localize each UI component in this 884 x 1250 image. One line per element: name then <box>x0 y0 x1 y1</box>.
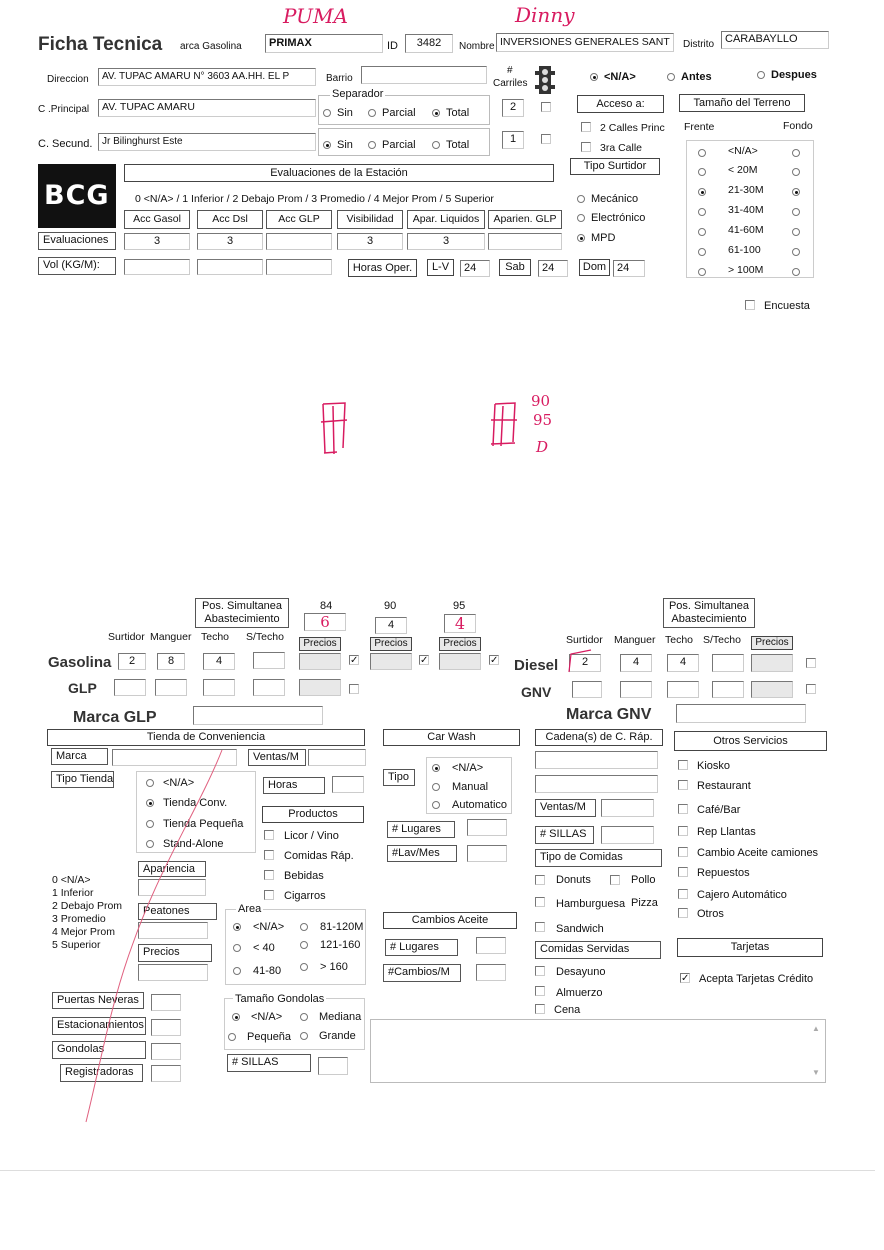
radio-mpd[interactable] <box>577 232 615 245</box>
cadena-sillas-label: # SILLAS <box>535 826 594 844</box>
gas-90-check[interactable]: ✓ <box>420 655 429 666</box>
otros-option-label: Restaurant <box>697 780 751 792</box>
car-wash-option-label: Automatico <box>452 799 508 811</box>
precios-diesel-button[interactable]: Precios <box>751 636 793 650</box>
terreno-option-label: > 100M <box>728 264 764 276</box>
puertas-neveras-label: Puertas Neveras <box>52 992 144 1009</box>
c-secund-label: C. Secund. <box>38 138 93 150</box>
car-wash-lugares-field[interactable] <box>467 819 507 836</box>
carriles-principal-field[interactable]: 2 <box>502 99 524 117</box>
cambios-mes-label: #Cambios/M <box>383 964 461 982</box>
evaluaciones-scale: 0 <N/A> / 1 Inferior / 2 Debajo Prom / 3 Promedio / 4 Mejor Prom / 5 Superior <box>135 193 494 205</box>
area-option-label: <N/A> <box>253 921 285 933</box>
otros-check-6[interactable] <box>678 889 688 899</box>
handwritten-note-d: D <box>536 438 549 456</box>
precios-95-button[interactable]: Precios <box>439 637 481 651</box>
tipo-surtidor-button[interactable]: Tipo Surtidor <box>570 158 660 175</box>
marca-glp-label: Marca GLP <box>73 709 157 726</box>
tienda-sillas-field[interactable] <box>318 1057 348 1075</box>
terreno-option-label: 31-40M <box>728 204 764 216</box>
otros-servicios-title: Otros Servicios <box>674 731 827 751</box>
gas-techo-field[interactable]: 4 <box>203 653 235 670</box>
acceso-button[interactable]: Acceso a: <box>577 95 664 113</box>
distrito-field[interactable]: CARABAYLLO <box>721 31 829 49</box>
radio-total-label: Total <box>446 107 470 119</box>
gnv-surtidor-field[interactable] <box>572 681 602 698</box>
glp-techo-field[interactable] <box>203 679 235 696</box>
c-principal-field[interactable]: AV. TUPAC AMARU <box>98 99 316 117</box>
producto-check-2[interactable] <box>264 870 274 880</box>
cadena-title: Cadena(s) de C. Ráp. <box>535 729 663 746</box>
diesel-precio-field[interactable] <box>751 654 793 672</box>
pos-simultanea-left <box>195 598 289 628</box>
car-wash-option-label: <N/A> <box>452 762 484 774</box>
terreno-option-label: 41-60M <box>728 224 764 236</box>
horas-field[interactable] <box>332 776 364 793</box>
glp-s-techo-field[interactable] <box>253 679 285 696</box>
terreno-frente-radio-1[interactable] <box>698 166 712 179</box>
dom-label: Dom <box>579 259 610 276</box>
c-secund-field[interactable]: Jr Bilinghurst Este <box>98 133 316 151</box>
cambios-lugares-field[interactable] <box>476 937 506 954</box>
tercera-calle-check[interactable] <box>581 142 591 152</box>
otros-option-label: Kiosko <box>697 760 731 772</box>
tipo-tienda-label: Tipo Tienda <box>51 771 114 788</box>
cadena-sillas-field[interactable] <box>601 826 654 844</box>
radio-parcial-2[interactable] <box>368 139 416 152</box>
diesel-s-techo-field[interactable] <box>712 654 744 672</box>
id-label: ID <box>387 40 398 52</box>
lav-mes-label: #Lav/Mes <box>387 845 457 862</box>
handwritten-check-stroke <box>565 646 595 681</box>
evaluaciones-value-field[interactable]: 3 <box>337 233 403 250</box>
car-wash-radio-0[interactable] <box>432 762 446 775</box>
evaluaciones-header: Visibilidad <box>337 210 403 229</box>
status-antes-label: Antes <box>681 71 712 83</box>
area-option-label: 81-120M <box>320 921 364 933</box>
otros-check-0[interactable] <box>678 760 688 770</box>
direccion-field[interactable]: AV. TUPAC AMARU N° 3603 AA.HH. EL P <box>98 68 316 86</box>
acepta-tarjetas-check[interactable]: ✓ <box>681 973 690 984</box>
radio-parcial-label: Parcial <box>382 107 416 119</box>
evaluaciones-value-field[interactable]: 3 <box>407 233 485 250</box>
gas-manguer-field[interactable]: 8 <box>157 653 185 670</box>
evaluaciones-header: Acc Gasol <box>124 210 190 229</box>
lv-label: L-V <box>427 259 454 276</box>
diesel-manguer-field[interactable]: 4 <box>620 654 652 672</box>
horas-oper-button[interactable]: Horas Oper. <box>348 259 417 277</box>
radio-sin-2-label: Sin <box>337 139 353 151</box>
radio-total[interactable] <box>432 107 469 120</box>
fondo-label: Fondo <box>783 120 813 132</box>
otros-option-label: Cambio Aceite camiones <box>697 847 819 859</box>
calles-princ-label: 2 Calles Princ <box>600 122 665 134</box>
pos-sim-left-line1: Pos. Simultanea <box>201 600 283 612</box>
gasolina-label: Gasolina <box>48 654 112 671</box>
nombre-label: Nombre <box>459 41 495 52</box>
tienda-marca-label: Marca <box>51 748 108 765</box>
manguer-label-right: Manguer <box>614 634 656 646</box>
handwritten-name-note: Dinny <box>515 3 575 27</box>
rating-scale-item: 4 Mejor Prom <box>52 926 116 938</box>
vol-label: Vol (KG/M): <box>38 257 116 275</box>
gas-precio-84-field[interactable] <box>299 653 341 670</box>
radio-parcial[interactable] <box>368 107 416 120</box>
gondolas-label: Gondolas <box>52 1041 146 1059</box>
radio-sin[interactable] <box>323 109 331 117</box>
tamano-gondolas-label: Tamaño Gondolas <box>235 993 325 1005</box>
hamburguesa-label: Hamburguesa <box>556 898 626 910</box>
diesel-techo-field[interactable]: 4 <box>667 654 699 672</box>
otros-option-label: Café/Bar <box>697 804 741 816</box>
rating-scale-item: 0 <N/A> <box>52 874 91 886</box>
gondola-size-label: <N/A> <box>251 1011 283 1023</box>
separador-label: Separador <box>332 88 384 100</box>
rating-scale-item: 1 Inferior <box>52 887 94 899</box>
marca-glp-field[interactable] <box>193 706 323 725</box>
gondola-size-radio-1[interactable] <box>300 1011 314 1024</box>
pizza-label: Pizza <box>631 897 658 909</box>
gas-surtidor-field[interactable]: 2 <box>118 653 146 670</box>
gnv-manguer-field[interactable] <box>620 681 652 698</box>
frente-label: Frente <box>684 121 715 133</box>
peatones-label: Peatones <box>138 903 217 920</box>
cena-check[interactable] <box>535 1004 545 1014</box>
pollo-label: Pollo <box>631 874 656 886</box>
tipo-comidas-label: Tipo de Comidas <box>535 849 662 867</box>
tipo-tienda-option-label: Tienda Pequeña <box>163 818 244 830</box>
calles-princ-check[interactable] <box>581 122 591 132</box>
diesel-label: Diesel <box>514 657 559 674</box>
radio-status-despues[interactable] <box>757 69 817 82</box>
otros-option-label: Cajero Automático <box>697 889 787 901</box>
mecanico-label: Mecánico <box>591 193 639 205</box>
pos-simultanea-right <box>663 598 755 628</box>
evaluaciones-value-field[interactable]: 3 <box>124 233 190 250</box>
gas-84-check[interactable]: ✓ <box>350 655 359 666</box>
tarjetas-title: Tarjetas <box>677 938 823 957</box>
gas-s-techo-field[interactable] <box>253 652 285 669</box>
area-radio-5[interactable] <box>300 961 314 974</box>
s-techo-label-left: S/Techo <box>246 631 284 643</box>
gondola-size-radio-3[interactable] <box>300 1030 314 1043</box>
electronico-label: Electrónico <box>591 212 646 224</box>
sab-field[interactable]: 24 <box>538 260 568 277</box>
otros-option-label: Otros <box>697 908 724 920</box>
terreno-option-label: <N/A> <box>728 145 758 157</box>
car-wash-radio-2[interactable] <box>432 799 446 812</box>
producto-option-label: Bebidas <box>284 870 324 882</box>
otros-check-1[interactable] <box>678 780 688 790</box>
donuts-check[interactable] <box>535 875 545 885</box>
radio-electronico[interactable] <box>577 212 645 225</box>
octane-90-field[interactable]: 4 <box>375 617 407 634</box>
radio-parcial-2-label: Parcial <box>382 139 416 151</box>
nombre-field[interactable]: INVERSIONES GENERALES SANT <box>496 33 674 52</box>
rating-scale-item: 2 Debajo Prom <box>52 900 123 912</box>
comments-textarea[interactable] <box>370 1019 826 1083</box>
octane-90-label: 90 <box>384 600 397 612</box>
terreno-option-label: 21-30M <box>728 184 764 196</box>
carriles-label: Carriles <box>493 78 528 89</box>
pos-sim-right-line2: Abastecimiento <box>671 613 747 625</box>
pollo-check[interactable] <box>610 875 620 885</box>
apariencia-label: Apariencia <box>138 861 206 877</box>
evaluaciones-header: Apar. Liquidos <box>407 210 485 229</box>
terreno-frente-radio-0[interactable] <box>698 147 712 160</box>
traffic-light-icon <box>535 65 555 95</box>
terreno-fondo-radio-1[interactable] <box>792 166 806 179</box>
sab-label: Sab <box>499 259 531 276</box>
horas-label: Horas <box>263 777 325 794</box>
otros-check-5[interactable] <box>678 867 688 877</box>
bcg-logo <box>38 164 116 228</box>
cadena-ventas-label: Ventas/M <box>535 799 596 817</box>
radio-mecanico[interactable] <box>577 193 638 206</box>
car-wash-title: Car Wash <box>383 729 520 746</box>
cena-label: Cena <box>554 1004 581 1016</box>
encuesta-label: Encuesta <box>764 300 810 312</box>
tienda-title: Tienda de Conveniencia <box>47 729 365 746</box>
car-wash-option-label: Manual <box>452 781 489 793</box>
producto-option-label: Cigarros <box>284 890 326 902</box>
pos-sim-left-line2: Abastecimiento <box>204 613 280 625</box>
terreno-frente-radio-6[interactable] <box>698 266 712 279</box>
id-field[interactable]: 3482 <box>405 34 453 53</box>
evaluaciones-value-field[interactable] <box>488 233 562 250</box>
scroll-down-icon[interactable]: ▼ <box>812 1068 820 1077</box>
handwritten-note-90: 90 <box>531 392 551 410</box>
glp-label: GLP <box>68 680 97 696</box>
sandwich-check[interactable] <box>535 922 545 932</box>
handwritten-grid-sketch-2 <box>485 398 525 463</box>
cambios-aceite-title: Cambios Aceite <box>383 912 517 929</box>
gas-95-check[interactable]: ✓ <box>490 655 499 666</box>
radio-total-2[interactable] <box>432 139 469 152</box>
area-option-label: 41-80 <box>253 965 282 977</box>
tercera-calle-label: 3ra Calle <box>600 142 643 154</box>
terreno-option-label: < 20M <box>728 164 758 176</box>
techo-label-right: Techo <box>665 634 694 646</box>
tipo-tienda-option-label: Tienda Conv. <box>163 797 228 809</box>
precios-84-button[interactable]: Precios <box>299 637 341 651</box>
pos-sim-right-line1: Pos. Simultanea <box>668 600 750 612</box>
status-na-label: <N/A> <box>604 71 636 83</box>
terreno-frente-radio-5[interactable] <box>698 246 712 259</box>
otros-option-label: Repuestos <box>697 867 750 879</box>
hamburguesa-check[interactable] <box>535 897 545 907</box>
tienda-ventas-field[interactable] <box>308 749 366 766</box>
dom-field[interactable]: 24 <box>613 260 645 277</box>
car-wash-radio-1[interactable] <box>432 781 446 794</box>
vol-field-1[interactable] <box>124 259 190 275</box>
donuts-label: Donuts <box>556 874 591 886</box>
glp-precio-field[interactable] <box>299 679 341 696</box>
carriles-hash: # <box>507 65 513 76</box>
terreno-fondo-radio-0[interactable] <box>792 147 806 160</box>
radio-status-na[interactable] <box>590 71 636 84</box>
cambios-lugares-label: # Lugares <box>385 939 458 956</box>
almuerzo-label: Almuerzo <box>556 987 603 999</box>
terreno-frente-radio-2[interactable] <box>698 186 712 199</box>
producto-option-label: Licor / Vino <box>284 830 339 842</box>
producto-check-3[interactable] <box>264 890 274 900</box>
gnv-label: GNV <box>521 684 552 700</box>
otros-check-7[interactable] <box>678 908 688 918</box>
rating-scale-item: 3 Promedio <box>52 913 106 925</box>
glp-manguer-field[interactable] <box>155 679 187 696</box>
registradoras-label: Registradoras <box>60 1064 143 1082</box>
otros-check-2[interactable] <box>678 804 688 814</box>
area-radio-3[interactable] <box>300 939 314 952</box>
glp-check[interactable] <box>349 684 359 694</box>
rating-scale-item: 5 Superior <box>52 939 101 951</box>
vol-field-3[interactable] <box>266 259 332 275</box>
radio-sin-label: Sin <box>337 107 353 119</box>
area-option-label: 121-160 <box>320 939 361 951</box>
marca-gnv-field[interactable] <box>676 704 806 723</box>
terreno-frente-radio-4[interactable] <box>698 226 712 239</box>
cadena-field-1[interactable] <box>535 751 658 769</box>
octane-84-field[interactable]: 6 <box>304 613 346 631</box>
gondola-size-label: Mediana <box>319 1011 362 1023</box>
techo-label-left: Techo <box>201 631 230 643</box>
handwritten-brand-note: PUMA <box>283 4 348 28</box>
terreno-frente-radio-3[interactable] <box>698 206 712 219</box>
producto-check-1[interactable] <box>264 850 274 860</box>
evaluaciones-header: Acc GLP <box>266 210 332 229</box>
diesel-check[interactable] <box>806 658 816 668</box>
gnv-check[interactable] <box>806 684 816 694</box>
terreno-fondo-radio-4[interactable] <box>792 226 806 239</box>
c-principal-label: C .Principal <box>38 104 90 115</box>
radio-sin-2[interactable] <box>323 139 353 152</box>
octane-95-field[interactable]: 4 <box>444 614 476 633</box>
productos-button[interactable]: Productos <box>262 806 364 823</box>
desayuno-check[interactable] <box>535 966 545 976</box>
evaluaciones-title: Evaluaciones de la Estación <box>124 164 554 182</box>
desayuno-label: Desayuno <box>556 966 606 978</box>
carriles-secund-field[interactable]: 1 <box>502 131 524 149</box>
vol-field-2[interactable] <box>197 259 263 275</box>
tienda-sillas-label: # SILLAS <box>227 1054 311 1072</box>
terreno-fondo-radio-5[interactable] <box>792 246 806 259</box>
cadena-ventas-field[interactable] <box>601 799 654 817</box>
handwritten-pen-stroke <box>80 746 240 1131</box>
marca-gnv-label: Marca GNV <box>566 706 652 723</box>
carriles-principal-check[interactable] <box>541 102 551 112</box>
diesel-surtidor-field[interactable]: 2 <box>569 654 601 672</box>
bcg-logo-text: BCG <box>44 180 110 211</box>
evaluaciones-row-label: Evaluaciones <box>38 232 116 250</box>
terreno-fondo-radio-3[interactable] <box>792 206 806 219</box>
area-label: Area <box>238 903 262 915</box>
manguer-label-left: Manguer <box>150 631 192 643</box>
producto-option-label: Comidas Ráp. <box>284 850 354 862</box>
distrito-label: Distrito <box>683 39 715 50</box>
tamano-terreno-button[interactable]: Tamaño del Terreno <box>679 94 805 112</box>
estacionamientos-label: Estacionamientos <box>52 1017 146 1035</box>
precios-label: Precios <box>138 944 212 962</box>
area-option-label: < 40 <box>253 942 275 954</box>
otros-check-3[interactable] <box>678 826 688 836</box>
barrio-label: Barrio <box>326 73 353 84</box>
area-option-label: > 160 <box>320 961 348 973</box>
separador-principal-options[interactable] <box>323 107 353 120</box>
page-title: Ficha Tecnica <box>38 34 163 55</box>
encuesta-check[interactable] <box>745 300 755 310</box>
sandwich-label: Sandwich <box>556 923 604 935</box>
terreno-option-label: 61-100 <box>728 244 761 256</box>
status-despues-label: Despues <box>771 69 817 81</box>
area-radio-1[interactable] <box>300 921 314 934</box>
tipo-tienda-option-label: <N/A> <box>163 777 195 789</box>
scroll-up-icon[interactable]: ▲ <box>812 1024 820 1033</box>
lav-mes-field[interactable] <box>467 845 507 862</box>
page-divider <box>0 1170 875 1171</box>
comidas-servidas-label: Comidas Servidas <box>535 941 661 959</box>
carriles-secund-check[interactable] <box>541 134 551 144</box>
precios-90-button[interactable]: Precios <box>370 637 412 651</box>
otros-check-4[interactable] <box>678 847 688 857</box>
otros-option-label: Rep Llantas <box>697 826 756 838</box>
cadena-field-2[interactable] <box>535 775 658 793</box>
gas-precio-90-field[interactable] <box>370 653 412 670</box>
producto-check-0[interactable] <box>264 830 274 840</box>
car-wash-tipo-label: Tipo <box>383 769 415 786</box>
car-wash-lugares-label: # Lugares <box>387 821 455 838</box>
handwritten-note-95: 95 <box>533 411 553 429</box>
almuerzo-check[interactable] <box>535 986 545 996</box>
cambios-mes-field[interactable] <box>476 964 506 981</box>
barrio-field[interactable] <box>361 66 487 84</box>
handwritten-grid-sketch-1 <box>315 398 355 463</box>
gondola-size-label: Grande <box>319 1030 356 1042</box>
s-techo-label-right: S/Techo <box>703 634 741 646</box>
surtidor-label-left: Surtidor <box>108 631 145 643</box>
gnv-techo-field[interactable] <box>667 681 699 698</box>
tipo-tienda-option-label: Stand-Alone <box>163 838 224 850</box>
direccion-label: Direccion <box>47 74 89 85</box>
terreno-fondo-radio-6[interactable] <box>792 266 806 279</box>
radio-status-antes[interactable] <box>667 71 712 84</box>
surtidor-label-right: Surtidor <box>566 634 603 646</box>
lv-field[interactable]: 24 <box>460 260 490 277</box>
gondola-size-label: Pequeña <box>247 1031 292 1043</box>
gnv-precio-field[interactable] <box>751 681 793 698</box>
terreno-fondo-radio-2[interactable] <box>792 186 806 199</box>
evaluaciones-header: Aparien. GLP <box>488 210 562 229</box>
glp-surtidor-field[interactable] <box>114 679 146 696</box>
mpd-label: MPD <box>591 232 616 244</box>
radio-total-2-label: Total <box>446 139 470 151</box>
gnv-s-techo-field[interactable] <box>712 681 744 698</box>
gas-precio-95-field[interactable] <box>439 653 481 670</box>
octane-95-label: 95 <box>453 600 466 612</box>
marca-gasolina-field[interactable]: PRIMAX <box>265 34 383 53</box>
evaluaciones-value-field[interactable]: 3 <box>197 233 263 250</box>
octane-84-label: 84 <box>320 600 333 612</box>
acepta-tarjetas-label: Acepta Tarjetas Crédito <box>699 973 814 985</box>
marca-gasolina-label: arca Gasolina <box>180 41 242 52</box>
tienda-ventas-label: Ventas/M <box>248 749 306 766</box>
evaluaciones-header: Acc Dsl <box>197 210 263 229</box>
evaluaciones-value-field[interactable] <box>266 233 332 250</box>
